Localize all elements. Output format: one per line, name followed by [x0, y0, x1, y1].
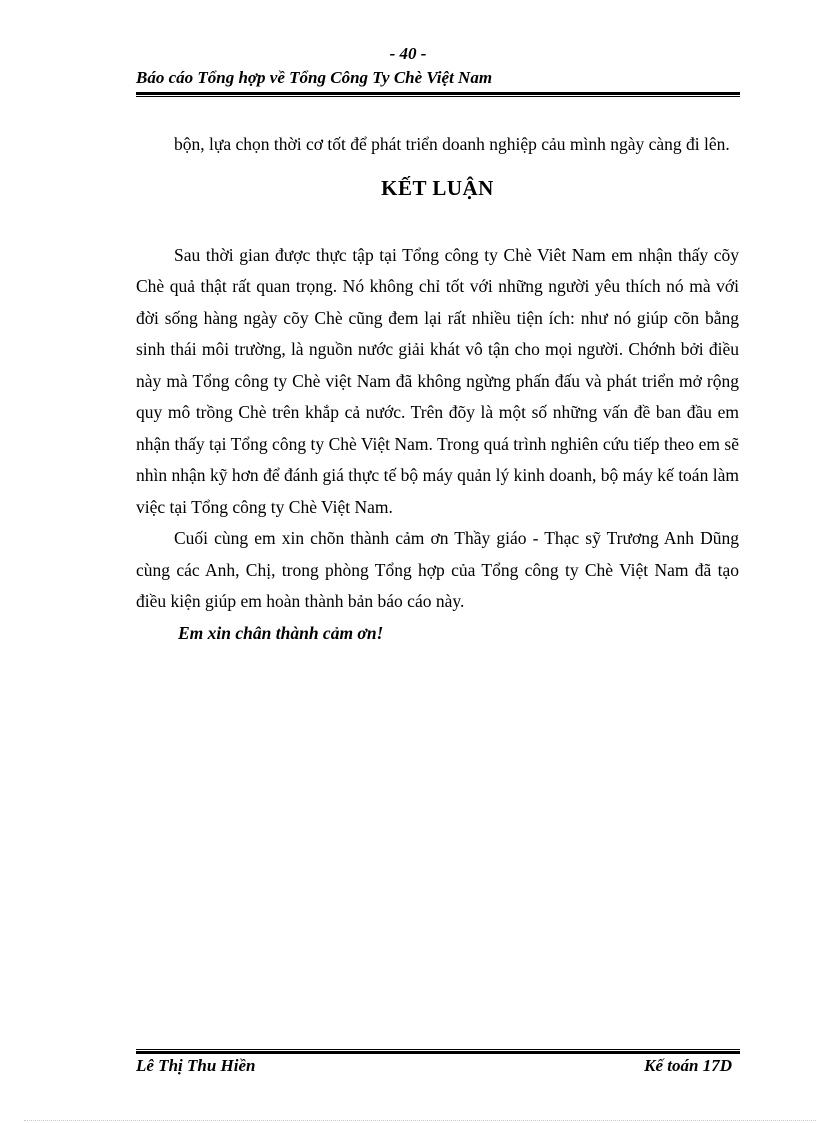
page-number: - 40 -	[389, 44, 427, 63]
conclusion-paragraph-2: Cuối cùng em xin chõn thành cảm ơn Thầy giáo - Thạc sỹ Trương Anh Dũng cùng các Anh, Chị, trong phòng Tổng hợp của Tổng công ty Chè Việt Nam đã tạo điều kiện giúp em hoàn thành bản báo cáo này.	[136, 528, 739, 611]
page-edge-divider	[24, 1120, 816, 1121]
header-title: Báo cáo Tổng hợp về Tổng Công Ty Chè Việt Nam	[136, 68, 493, 87]
section-title: KẾT LUẬN	[381, 175, 494, 200]
footer-author: Lê Thị Thu Hiền	[136, 1056, 256, 1075]
document-body	[136, 129, 739, 649]
intro-paragraph: bộn, lựa chọn thời cơ tốt để phát triển doanh nghiệp cảu mình ngày càng đi lên.	[174, 134, 730, 154]
footer-divider	[136, 1049, 740, 1054]
header-divider	[136, 92, 740, 97]
conclusion-paragraph-1: Sau thời gian được thực tập tại Tổng công ty Chè Viêt Nam em nhận thấy cõy Chè quả thật rất quan trọng. Nó không chỉ tốt với những người yêu thích nó mà với đời sống hàng ngày cõy Chè cũng đem lại rất nhiều tiện ích: như nó giúp cõn bằng sinh thái môi trường, là nguồn nước giải khát vô tận cho mọi người. Chớnh bởi điều này mà Tổng công ty Chè việt Nam đã không ngừng phấn đấu và phát triển mở rộng quy mô trồng Chè trên khắp cả nước. Trên đõy là một số những vấn đề ban đầu em nhận thấy tại Tổng công ty Chè Việt Nam. Trong quá trình nghiên cứu tiếp theo em sẽ nhìn nhận kỹ hơn để đánh giá thực tế bộ máy quản lý kinh doanh, bộ máy kế toán làm việc tại Tổng công ty Chè Việt Nam.	[136, 244, 739, 517]
closing-thanks: Em xin chân thành cảm ơn!	[178, 622, 384, 643]
footer-class: Kế toán 17D	[644, 1056, 732, 1075]
